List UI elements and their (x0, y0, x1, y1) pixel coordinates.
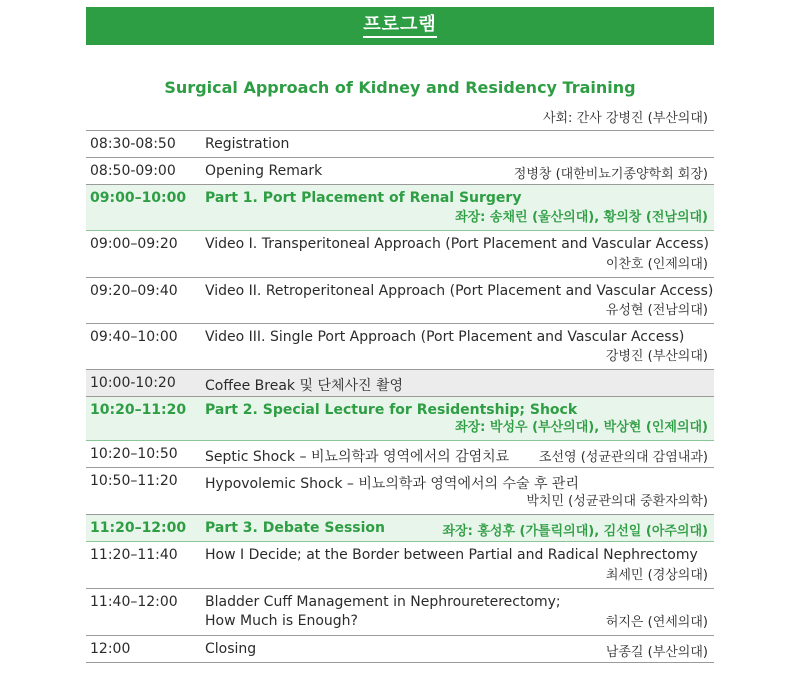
row-chair: 좌장: 홍성후 (가톨릭의대), 김선일 (아주의대) (442, 524, 708, 539)
row-time: 09:00–10:00 (90, 190, 187, 206)
row-title: Hypovolemic Shock – 비뇨의학과 영역에서의 수술 후 관리 (205, 476, 579, 492)
row-speaker: 정병창 (대한비뇨기종양학회 회장) (513, 167, 708, 182)
row-speaker: 유성현 (전남의대) (605, 303, 708, 318)
row-title: Part 3. Debate Session (205, 520, 386, 536)
row-time: 10:20–10:50 (90, 446, 178, 462)
row-speaker: 허지은 (연세의대) (605, 615, 708, 630)
row-title: Video I. Transperitoneal Approach (Port Placement and Vascular Access) (205, 236, 710, 252)
row-speaker: 강병진 (부산의대) (605, 349, 708, 364)
row-title-line2: How Much is Enough? (205, 613, 358, 629)
row-time: 11:40–12:00 (90, 594, 178, 610)
row-speaker: 조선영 (성균관의대 감염내과) (538, 450, 708, 465)
row-title: Registration (205, 136, 290, 152)
table-row-break (86, 370, 714, 397)
row-speaker: 이찬호 (인제의대) (605, 257, 708, 272)
row-time: 09:00–09:20 (90, 236, 178, 252)
row-time: 08:30-08:50 (90, 136, 176, 152)
table-row-section (86, 397, 714, 441)
row-chair: 좌장: 박성우 (부산의대), 박상현 (인제의대) (455, 420, 708, 435)
row-title: Part 2. Special Lecture for Residentship; Shock (205, 402, 578, 418)
table-row (86, 278, 714, 324)
row-title: Opening Remark (205, 163, 323, 179)
row-title: Closing (205, 641, 257, 657)
row-time: 09:40–10:00 (90, 329, 178, 345)
table-row (86, 131, 714, 158)
row-speaker: 남종길 (부산의대) (605, 645, 708, 660)
table-row (86, 231, 714, 278)
table-row (86, 636, 714, 663)
program-table (86, 130, 714, 663)
row-chair: 좌장: 송채린 (울산의대), 황의창 (전남의대) (455, 210, 708, 225)
table-row (86, 468, 714, 515)
program-header-title: 프로그램 (363, 15, 437, 38)
session-moderator: 사회: 간사 강병진 (부산의대) (542, 111, 708, 126)
row-time: 11:20–12:00 (90, 520, 187, 536)
row-time: 09:20–09:40 (90, 283, 178, 299)
row-time: 10:20–11:20 (90, 402, 187, 418)
row-time: 08:50-09:00 (90, 163, 176, 179)
table-row (86, 158, 714, 185)
row-speaker: 최세민 (경상의대) (605, 568, 708, 583)
row-title: Septic Shock – 비뇨의학과 영역에서의 감염치료 (205, 449, 510, 465)
row-title: How I Decide; at the Border between Partial and Radical Nephrectomy (205, 547, 698, 563)
table-row (86, 542, 714, 589)
table-row (86, 324, 714, 370)
row-title: Video II. Retroperitoneal Approach (Port Placement and Vascular Access) (205, 283, 714, 299)
session-title: Surgical Approach of Kidney and Residency Training (164, 78, 636, 97)
row-time: 10:00-10:20 (90, 375, 176, 391)
row-title: Bladder Cuff Management in Nephroureterectomy; (205, 594, 561, 610)
row-title: Coffee Break 및 단체사진 촬영 (205, 378, 404, 394)
table-row-section (86, 515, 714, 542)
row-title: Video III. Single Port Approach (Port Placement and Vascular Access) (205, 329, 685, 345)
row-time: 10:50–11:20 (90, 473, 178, 489)
row-time: 12:00 (90, 641, 131, 657)
row-speaker: 박치민 (성균관의대 중환자의학) (526, 494, 708, 509)
program-header (86, 7, 714, 45)
table-row-section (86, 185, 714, 231)
row-title: Part 1. Port Placement of Renal Surgery (205, 190, 522, 206)
row-time: 11:20–11:40 (90, 547, 178, 563)
table-row (86, 589, 714, 636)
table-row (86, 441, 714, 468)
